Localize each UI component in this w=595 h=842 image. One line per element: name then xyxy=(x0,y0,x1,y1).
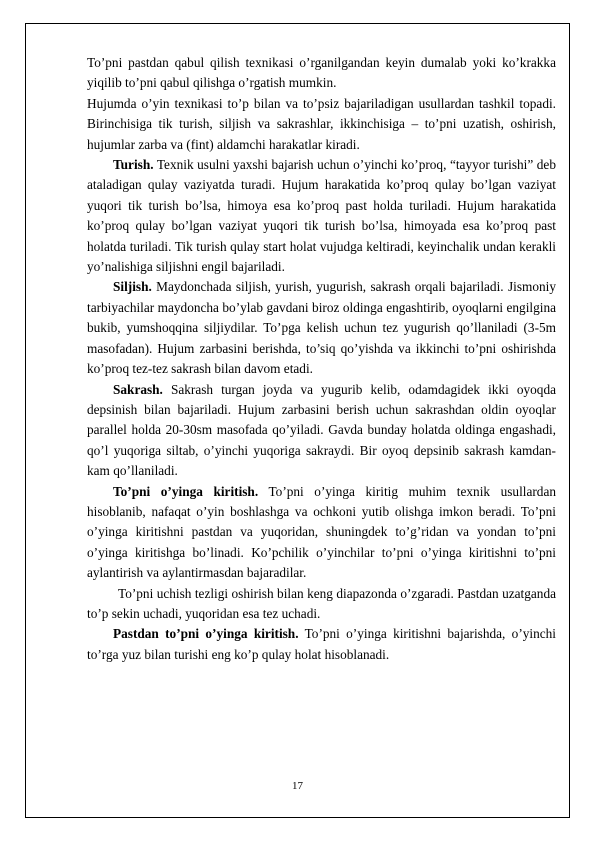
paragraph-turish xyxy=(87,155,556,277)
paragraph-2-text: Hujumda o’yin texnikasi to’p bilan va to’psiz bajariladigan usullardan tashkil topadi. Birinchisiga tik turish, siljish va sakrashlar, ikkinchisiga – to’pni uzatish, oshirish, hujumlar zarba va (fint) aldamchi harakatlar kiradi. xyxy=(87,95,556,152)
heading-sakrash: Sakrash. xyxy=(113,381,163,397)
heading-siljish: Siljish. xyxy=(113,279,152,295)
paragraph-sakrash-text: Sakrash turgan joyda va yugurib kelib, odamdagidek ikki oyoqda depsinish bilan bajariladi. Hujum zarbasini berish uchun sakrashdan oldin oyoqlar parallel holda 20-30sm masofada qo’yiladi. Gavda bunday holatda oldinga engashadi, qo’l yuqoriga siltab, o’yinchi yuqoriga sakraydi. Bir oyoq depsinib sakrash kamdan-kam qo’llaniladi. xyxy=(87,381,556,479)
paragraph-sakrash xyxy=(87,380,556,482)
paragraph-tezlik xyxy=(87,584,556,625)
paragraph-1-text: To’pni pastdan qabul qilish texnikasi o’rganilgandan keyin dumalab yoki ko’krakka yiqilib to’pni qabul qilishga o’rgatish mumkin. xyxy=(87,55,556,91)
heading-pastdan: Pastdan to’pni o’yinga kiritish. xyxy=(113,626,299,642)
heading-turish: Turish. xyxy=(113,157,154,173)
document-body xyxy=(87,53,556,665)
paragraph-tezlik-text: To’pni uchish tezligi oshirish bilan keng diapazonda o’zgaradi. Pastdan uzatganda to’p sekin uchadi, yuqoridan esa tez uchadi. xyxy=(87,585,556,621)
paragraph-pastdan-text: To’pni o’yinga kiritishni bajarishda, o’yinchi to’rga yuz bilan turishi eng ko’p qulay holat hisoblanadi. xyxy=(87,626,556,662)
page-number: 17 xyxy=(292,780,303,792)
paragraph-turish-text: Texnik usulni yaxshi bajarish uchun o’yinchi ko’proq, “tayyor turishi” deb ataladigan qulay vaziyatda turadi. Hujum harakatida ko’proq qulay bo’lgan vaziyat yuqori tik turish bo’lsa, himoya esa ko’proq past holda turiladi. Hujum harakatida ko’proq qulay bo’lgan vaziyat yuqori tik turish bo’lsa, himoyada esa ko’proq past holatda turiladi. Tik turish qulay start holat vujudga keltiradi, keyinchalik undan kerakli yo’nalishiga siljishni engil bajariladi. xyxy=(87,157,556,275)
paragraph-pastdan xyxy=(87,624,556,665)
paragraph-2 xyxy=(87,94,556,155)
paragraph-kiritish-text: To’pni o’yinga kiritig muhim texnik usullardan hisoblanib, nafaqat o’yin boshlashga va ochkoni yutib olishga imkon beradi. To’pni o’yinga kiritishni pastdan va yuqoridan, shuningdek to’g’ridan va yondan to’pni o’yinga kiritishga bo’linadi. Ko’pchilik o’yinchilar to’pni o’yinga kiritishni to’pni aylantirish va aylantirmasdan bajaradilar. xyxy=(87,483,556,581)
paragraph-siljish xyxy=(87,277,556,379)
paragraph-1 xyxy=(87,53,556,94)
heading-kiritish: To’pni o’yinga kiritish. xyxy=(113,483,259,499)
paragraph-kiritish xyxy=(87,482,556,584)
paragraph-siljish-text: Maydonchada siljish, yurish, yugurish, sakrash orqali bajariladi. Jismoniy tarbiyachilar maydoncha bo’ylab gavdani biroz oldinga engashtirib, oyoqlarni engilgina bukib, yumshoqqina siljiydilar. To’pga kelish uchun tez yugurish qo’llaniladi (3-5m masofadan). Hujum zarbasini berishda, to’siq qo’yishda va ikkinchi to’pni oshirishda ko’proq tez-tez sakrash bilan davom etadi. xyxy=(87,279,556,377)
